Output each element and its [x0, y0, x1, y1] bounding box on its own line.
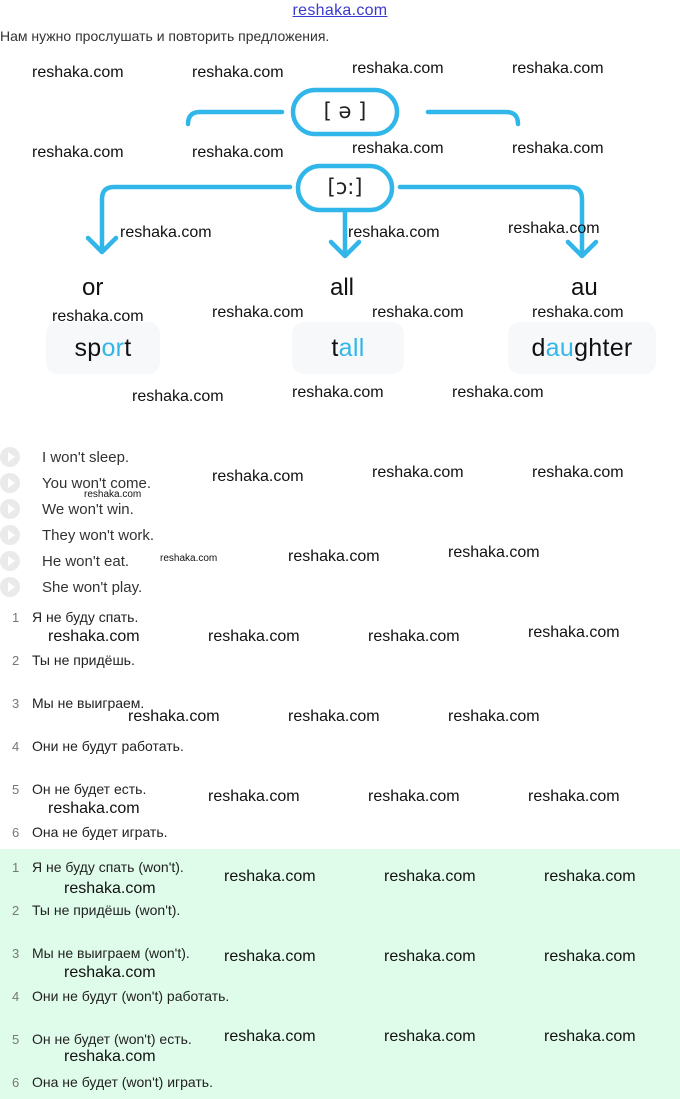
watermark: reshaka.com [512, 140, 604, 157]
item-number: 4 [12, 989, 20, 1004]
word-highlight: or [101, 333, 125, 362]
watermark: reshaka.com [372, 304, 464, 321]
english-sentence: You won't come. [42, 475, 152, 492]
watermark: reshaka.com [208, 788, 300, 805]
item-number: 5 [12, 782, 20, 797]
word-card-daughter [508, 322, 656, 374]
watermark: reshaka.com [32, 144, 124, 161]
watermark: reshaka.com [128, 708, 220, 725]
play-icon[interactable] [0, 551, 20, 571]
answer-sentence: Я не буду спать (won't). [32, 859, 184, 875]
word-highlight: au [545, 333, 575, 362]
watermark: reshaka.com [48, 628, 140, 645]
watermark: reshaka.com [288, 708, 380, 725]
watermark: reshaka.com [224, 868, 316, 885]
watermark: reshaka.com [292, 384, 384, 401]
watermark: reshaka.com [352, 140, 444, 157]
watermark: reshaka.com [64, 1048, 156, 1065]
item-number: 5 [12, 1032, 20, 1047]
russian-sentence: Я не буду спать. [32, 609, 139, 625]
top-right-bracket [428, 112, 518, 124]
watermark: reshaka.com [508, 220, 600, 237]
main-sound-label: [ɔ:] [327, 175, 363, 199]
letters-all: all [330, 274, 355, 301]
watermark: reshaka.com [352, 60, 444, 77]
english-sentence: He won't eat. [42, 553, 130, 570]
watermark: reshaka.com [32, 64, 124, 81]
watermark: reshaka.com [84, 489, 142, 500]
item-number: 2 [12, 903, 20, 918]
item-number: 2 [12, 653, 20, 668]
watermark: reshaka.com [532, 304, 624, 321]
watermark: reshaka.com [368, 788, 460, 805]
play-icon[interactable] [0, 447, 20, 467]
word-part: t [331, 333, 339, 362]
english-sentence: I won't sleep. [42, 449, 130, 466]
watermark: reshaka.com [512, 60, 604, 77]
watermark: reshaka.com [160, 553, 218, 564]
answer-sentence: Мы не выиграем (won't). [32, 945, 190, 961]
watermark: reshaka.com [48, 800, 140, 817]
watermark: reshaka.com [384, 1028, 476, 1045]
watermark: reshaka.com [384, 948, 476, 965]
russian-sentence: Они не будут работать. [32, 738, 184, 754]
watermark: reshaka.com [544, 868, 636, 885]
play-icon[interactable] [0, 499, 20, 519]
watermark: reshaka.com [224, 948, 316, 965]
watermark: reshaka.com [368, 628, 460, 645]
play-icon[interactable] [0, 577, 20, 597]
watermark: reshaka.com [288, 548, 380, 565]
watermark: reshaka.com [52, 308, 144, 325]
watermark: reshaka.com [212, 304, 304, 321]
answer-sentence: Они не будут (won't) работать. [32, 988, 230, 1004]
watermark: reshaka.com [448, 544, 540, 561]
watermark: reshaka.com [448, 708, 540, 725]
item-number: 4 [12, 739, 20, 754]
word-highlight: all [338, 333, 365, 362]
russian-sentence: Мы не выиграем. [32, 695, 145, 711]
watermark: reshaka.com [192, 144, 284, 161]
watermark: reshaka.com [528, 624, 620, 641]
english-sentence: They won't work. [42, 527, 155, 544]
play-icon[interactable] [0, 525, 20, 545]
item-number: 6 [12, 825, 20, 840]
item-number: 3 [12, 696, 20, 711]
top-sound-label: [ ə ] [323, 99, 367, 123]
russian-sentence: Ты не придёшь. [32, 652, 135, 668]
watermark: reshaka.com [544, 948, 636, 965]
watermark: reshaka.com [348, 224, 440, 241]
watermark: reshaka.com [528, 788, 620, 805]
english-sentence: She won't play. [42, 579, 143, 596]
letters-or: or [82, 274, 104, 301]
word-part: t [124, 333, 132, 362]
watermark: reshaka.com [192, 64, 284, 81]
english-sentence: We won't win. [42, 501, 134, 518]
watermark: reshaka.com [64, 964, 156, 981]
word-part: d [531, 333, 546, 362]
play-icon[interactable] [0, 473, 20, 493]
answer-sentence: Она не будет (won't) играть. [32, 1074, 213, 1090]
item-number: 1 [12, 860, 20, 875]
watermark: reshaka.com [132, 388, 224, 405]
watermark: reshaka.com [452, 384, 544, 401]
top-left-bracket [188, 112, 282, 124]
item-number: 1 [12, 610, 20, 625]
russian-sentence: Он не будет есть. [32, 781, 147, 797]
word-part: ghter [574, 333, 633, 362]
instruction-text: Нам нужно прослушать и повторить предложения. [0, 28, 330, 44]
watermark: reshaka.com [208, 628, 300, 645]
watermark: reshaka.com [372, 464, 464, 481]
answer-sentence: Он не будет (won't) есть. [32, 1031, 192, 1047]
watermark: reshaka.com [212, 468, 304, 485]
item-number: 3 [12, 946, 20, 961]
word-card-tall [292, 322, 404, 374]
watermark: reshaka.com [532, 464, 624, 481]
watermark: reshaka.com [120, 224, 212, 241]
word-part: sp [74, 333, 102, 362]
item-number: 6 [12, 1075, 20, 1090]
letters-au: au [571, 274, 598, 301]
russian-sentence: Она не будет играть. [32, 824, 168, 840]
watermark: reshaka.com [384, 868, 476, 885]
watermark: reshaka.com [544, 1028, 636, 1045]
word-card-sport [46, 322, 160, 374]
watermark: reshaka.com [224, 1028, 316, 1045]
site-link[interactable]: reshaka.com [292, 2, 388, 19]
watermark: reshaka.com [64, 880, 156, 897]
answer-sentence: Ты не придёшь (won't). [32, 902, 181, 918]
